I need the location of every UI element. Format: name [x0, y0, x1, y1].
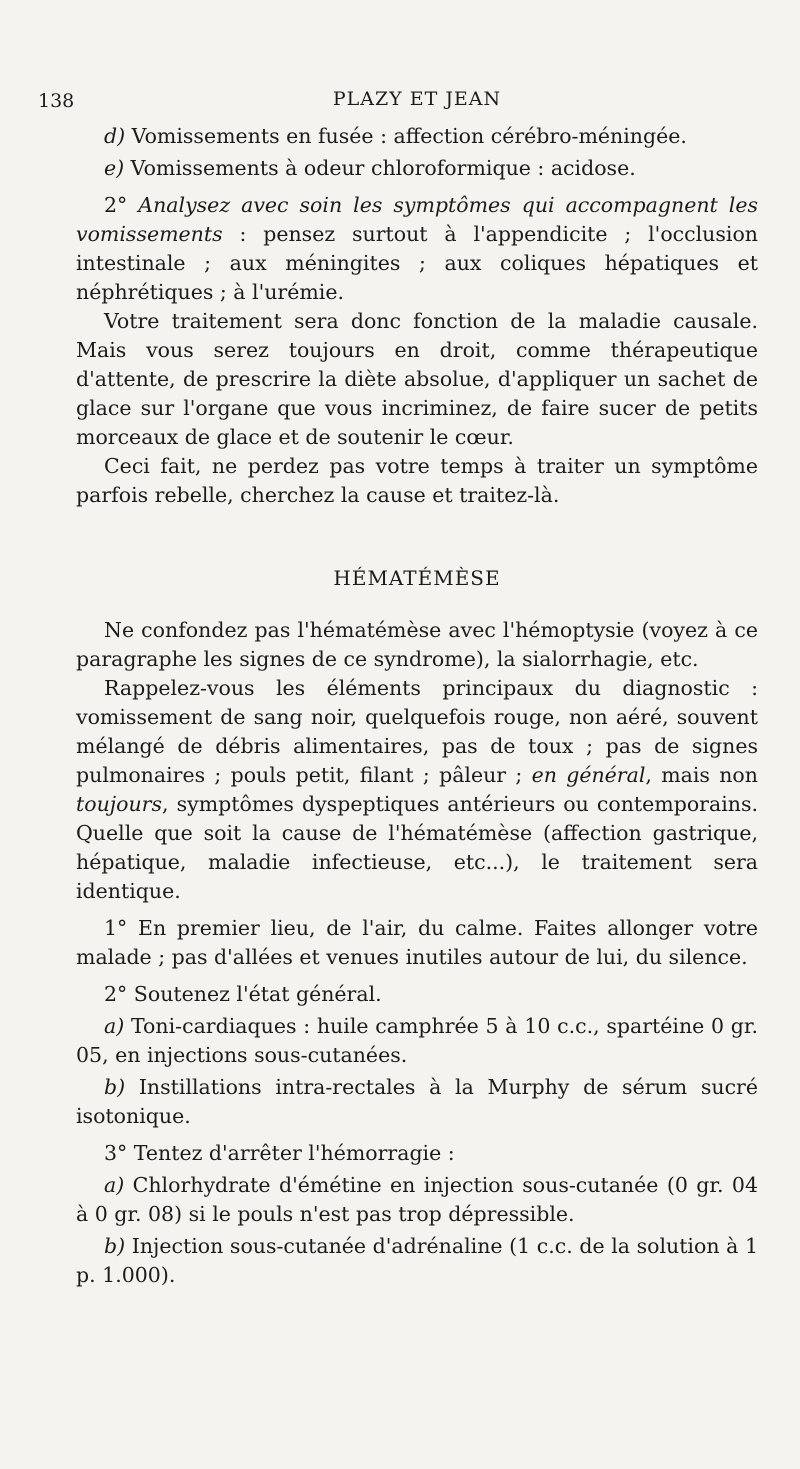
list-marker-a2: a)	[104, 1173, 125, 1197]
paragraph-toni-cardiaques	[76, 1012, 758, 1070]
paragraph-e	[76, 154, 758, 183]
paragraph-rappelez-italic-1: en général	[531, 763, 646, 787]
paragraph-emetine-text: Chlorhydrate d'émétine en injection sous-cutanée (0 gr. 04 à 0 gr. 08) si le pouls n'est pas trop dépressible.	[76, 1173, 758, 1226]
paragraph-traitement: Votre traitement sera donc fonction de la maladie causale. Mais vous serez toujours en droit, comme thérapeutique d'attente, de prescrire la diète absolue, d'appliquer un sachet de glace sur l'organe que vous incriminez, de faire sucer de petits morceaux de glace et de soutenir le cœur.	[76, 309, 758, 449]
paragraph-rappelez	[76, 674, 758, 906]
list-marker-b1: b)	[104, 1075, 126, 1099]
paragraph-emetine	[76, 1171, 758, 1229]
paragraph-ceci-fait: Ceci fait, ne perdez pas votre temps à traiter un symptôme parfois rebelle, cherchez la cause et traitez-là.	[76, 454, 758, 507]
paragraph-instillations	[76, 1073, 758, 1131]
paragraph-instillations-text: Instillations intra-rectales à la Murphy de sérum sucré isotonique.	[76, 1075, 758, 1128]
section-title: HÉMATÉMÈSE	[333, 566, 501, 590]
paragraph-analysez	[76, 191, 758, 307]
paragraph-d-text: Vomissements en fusée : affection cérébro-méningée.	[125, 124, 687, 148]
paragraph-analysez-text: : pensez surtout à l'appendicite ; l'occlusion intestinale ; aux méningites ; aux coliques hépatiques et néphrétiques ; à l'urémie.	[76, 222, 758, 304]
list-marker-e: e)	[104, 156, 125, 180]
paragraph-d	[76, 122, 758, 151]
paragraph-e-text: Vomissements à odeur chloroformique : acidose.	[124, 156, 636, 180]
page-number: 138	[38, 90, 75, 112]
paragraph-analysez-lead: 2°	[104, 193, 139, 217]
list-marker-b2: b)	[104, 1234, 126, 1258]
list-marker-a1: a)	[104, 1014, 125, 1038]
list-marker-d: d)	[104, 124, 126, 148]
paragraph-toni-cardiaques-text: Toni-cardiaques : huile camphrée 5 à 10 c.c., spartéine 0 gr. 05, en injections sous-cutanées.	[76, 1014, 758, 1067]
paragraph-tentez: 3° Tentez d'arrêter l'hémorragie :	[104, 1141, 455, 1165]
paragraph-soutenez: 2° Soutenez l'état général.	[104, 982, 382, 1006]
page-header	[38, 88, 758, 122]
running-title: PLAZY ET JEAN	[332, 88, 502, 110]
paragraph-rappelez-text-c: , symptômes dyspeptiques antérieurs ou contemporains. Quelle que soit la cause de l'hématémèse (affection gastrique, hépatique, maladie infectieuse, etc...), le traitement sera identique.	[76, 792, 758, 903]
paragraph-rappelez-italic-2: toujours	[76, 792, 163, 816]
paragraph-premier-lieu: 1° En premier lieu, de l'air, du calme. Faites allonger votre malade ; pas d'allées et venues inutiles autour de lui, du silence.	[76, 916, 758, 969]
paragraph-ne-confondez: Ne confondez pas l'hématémèse avec l'hémoptysie (voyez à ce paragraphe les signes de ce syndrome), la sialorrhagie, etc.	[76, 618, 758, 671]
paragraph-rappelez-text-a: Rappelez-vous les éléments principaux du diagnostic : vomissement de sang noir, quelquefois rouge, non aéré, souvent mélangé de débris alimentaires, pas de toux ; pas de signes pulmonaires ; pouls petit, filant ; pâleur ;	[76, 676, 758, 787]
paragraph-rappelez-text-b: , mais non	[645, 763, 758, 787]
paragraph-adrenaline	[76, 1232, 758, 1290]
paragraph-analysez-italic: Analysez avec soin les symptômes qui accompagnent les vomissements	[76, 193, 758, 246]
book-page	[38, 88, 758, 1290]
paragraph-adrenaline-text: Injection sous-cutanée d'adrénaline (1 c.c. de la solution à 1 p. 1.000).	[76, 1234, 758, 1287]
